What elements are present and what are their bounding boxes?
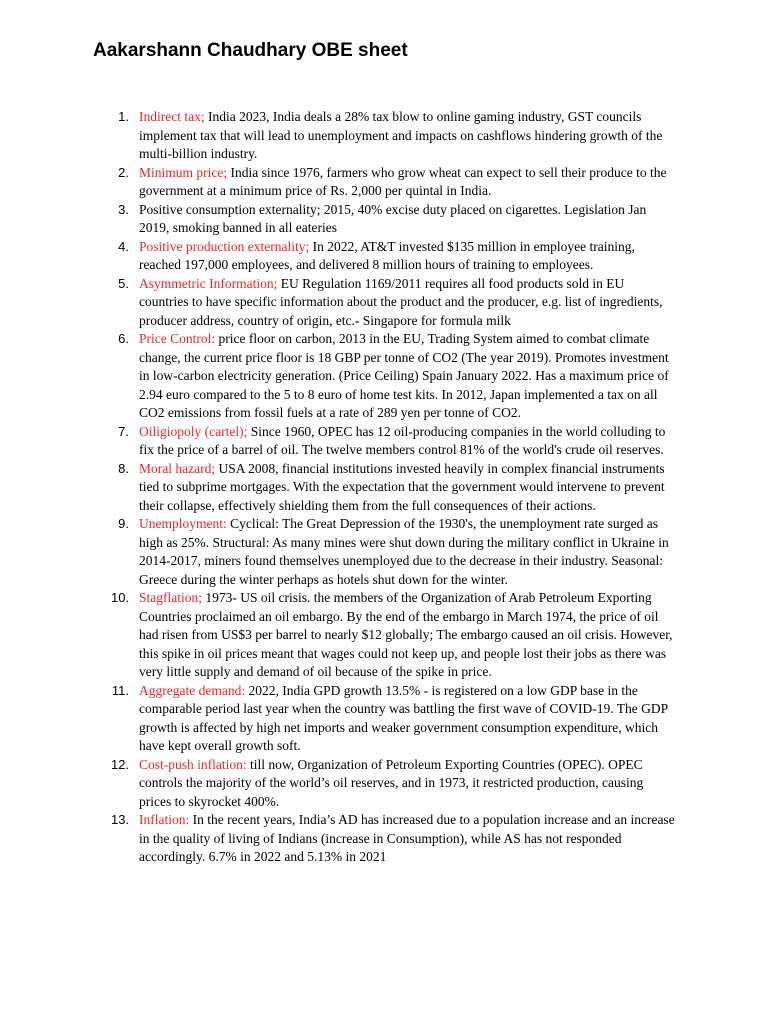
item-term: Asymmetric Information; [139, 275, 278, 291]
item-text: Positive consumption externality; 2015, 40% excise duty placed on cigarettes. Legislation Jan 2019, smoking banned in all eateries [139, 201, 647, 235]
item-number: 5. [118, 275, 129, 291]
item-number: 11. [111, 682, 129, 698]
item-text: India since 1976, farmers who grow wheat can expect to sell their produce to the government at a minimum price of Rs. 2,000 per quintal in India. [139, 164, 667, 198]
list-item [111, 515, 675, 589]
item-text: India 2023, India deals a 28% tax blow to online gaming industry, GST councils implement tax that will lead to unemployment and impacts on cashflows hindering growth of the multi-billion industry. [139, 109, 663, 161]
list-item [111, 423, 675, 460]
item-text: Since 1960, OPEC has 12 oil-producing companies in the world colluding to fix the price of a barrel of oil. The twelve members control 81% of the world's crude oil reserves. [139, 423, 666, 457]
item-number: 13. [111, 812, 130, 827]
item-number: 3. [118, 201, 129, 217]
item-text: In 2022, AT&T invested $135 million in employee training, reached 197,000 employees, and delivered 8 million hours of training to employees. [139, 238, 635, 272]
item-text: price floor on carbon, 2013 in the EU, Trading System aimed to combat climate change, the current price floor is 18 GBP per tonne of CO2 (The year 2019). Promotes investment in low-carbon electricity generation. (Price Ceiling) Spain January 2022. Has a maximum price of 2.94 euro compared to the 5 to 8 euro of home test kits. In 2012, Japan implemented a tax on all CO2 emissions from fossil fuels at a rate of 289 yen per tonne of CO2. [139, 331, 669, 420]
item-text: EU Regulation 1169/2011 requires all food products sold in EU countries to have specific information about the product and the producer, e.g. list of ingredients, producer address, country of origin, etc.- Singapore for formula milk [139, 275, 663, 328]
item-term: Oiligiopoly (cartel); [139, 423, 248, 439]
item-number: 7. [118, 423, 129, 439]
item-number: 9. [118, 516, 129, 531]
list-item [111, 164, 675, 201]
list-item [111, 460, 675, 516]
item-number: 6. [118, 331, 129, 346]
item-text: 2022, India GPD growth 13.5% - is registered on a low GDP base in the comparable period last year when the country was battling the first wave of COVID-19. The GDP growth is affected by high net imports and weaker government consumption expenditure, which have kept overall growth soft. [139, 682, 668, 753]
item-number: 10. [111, 590, 130, 605]
item-term: Aggregate demand: [139, 682, 246, 698]
list-item [111, 108, 675, 164]
item-term: Moral hazard; [139, 460, 216, 476]
list-item [111, 201, 675, 238]
list-item [111, 682, 675, 756]
item-number: 4. [118, 238, 129, 254]
item-number: 8. [118, 460, 129, 476]
item-term: Stagflation; [139, 590, 202, 605]
item-term: Cost-push inflation: [139, 756, 247, 772]
item-term: Unemployment: [139, 516, 227, 531]
document-title: Aakarshann Chaudhary OBE sheet [93, 40, 408, 61]
item-term: Inflation: [139, 812, 190, 827]
examples-list [111, 108, 675, 867]
list-item [111, 330, 675, 423]
item-text: 1973- US oil crisis. the members of the Organization of Arab Petroleum Exporting Countries proclaimed an oil embargo. By the end of the embargo in March 1974, the price of oil had risen from US$3 per barrel to nearly $12 globally; The embargo caused an oil crisis. However, this spike in oil prices meant that wages could not keep up, and people lost their jobs as there was very little supply and demand of oil because of the spike in price. [139, 590, 673, 679]
list-item [111, 238, 675, 275]
item-text: USA 2008, financial institutions invested heavily in complex financial instruments tied to subprime mortgages. With the expectation that the government would intervene to prevent their collapse, effectively shielding them from the full consequences of their actions. [139, 460, 665, 513]
item-number: 2. [118, 164, 129, 180]
item-term: Positive production externality; [139, 238, 310, 254]
item-term: Price Control: [139, 331, 216, 346]
list-item [111, 275, 675, 331]
item-term: Indirect tax; [139, 109, 205, 124]
item-number: 12. [111, 756, 130, 772]
item-text: In the recent years, India’s AD has increased due to a population increase and an increase in the quality of living of Indians (increase in Consumption), while AS has not responded accordingly. 6.7% in 2022 and 5.13% in 2021 [139, 812, 675, 864]
item-text: Cyclical: The Great Depression of the 1930's, the unemployment rate surged as high as 25%. Structural: As many mines were shut down during the military conflict in Ukraine in 2014-2017, miners found themselves unemployed due to the decrease in their industry. Seasonal: Greece during the winter perhaps as hotels shut down for the winter. [139, 516, 669, 587]
item-term: Minimum price; [139, 164, 228, 180]
item-number: 1. [118, 109, 129, 124]
list-item [111, 589, 675, 682]
item-text: till now, Organization of Petroleum Exporting Countries (OPEC). OPEC controls the majority of the world’s oil reserves, and in 1973, it restricted production, causing prices to skyrocket 400%. [139, 756, 644, 809]
list-item [111, 756, 675, 812]
list-item [111, 811, 675, 867]
